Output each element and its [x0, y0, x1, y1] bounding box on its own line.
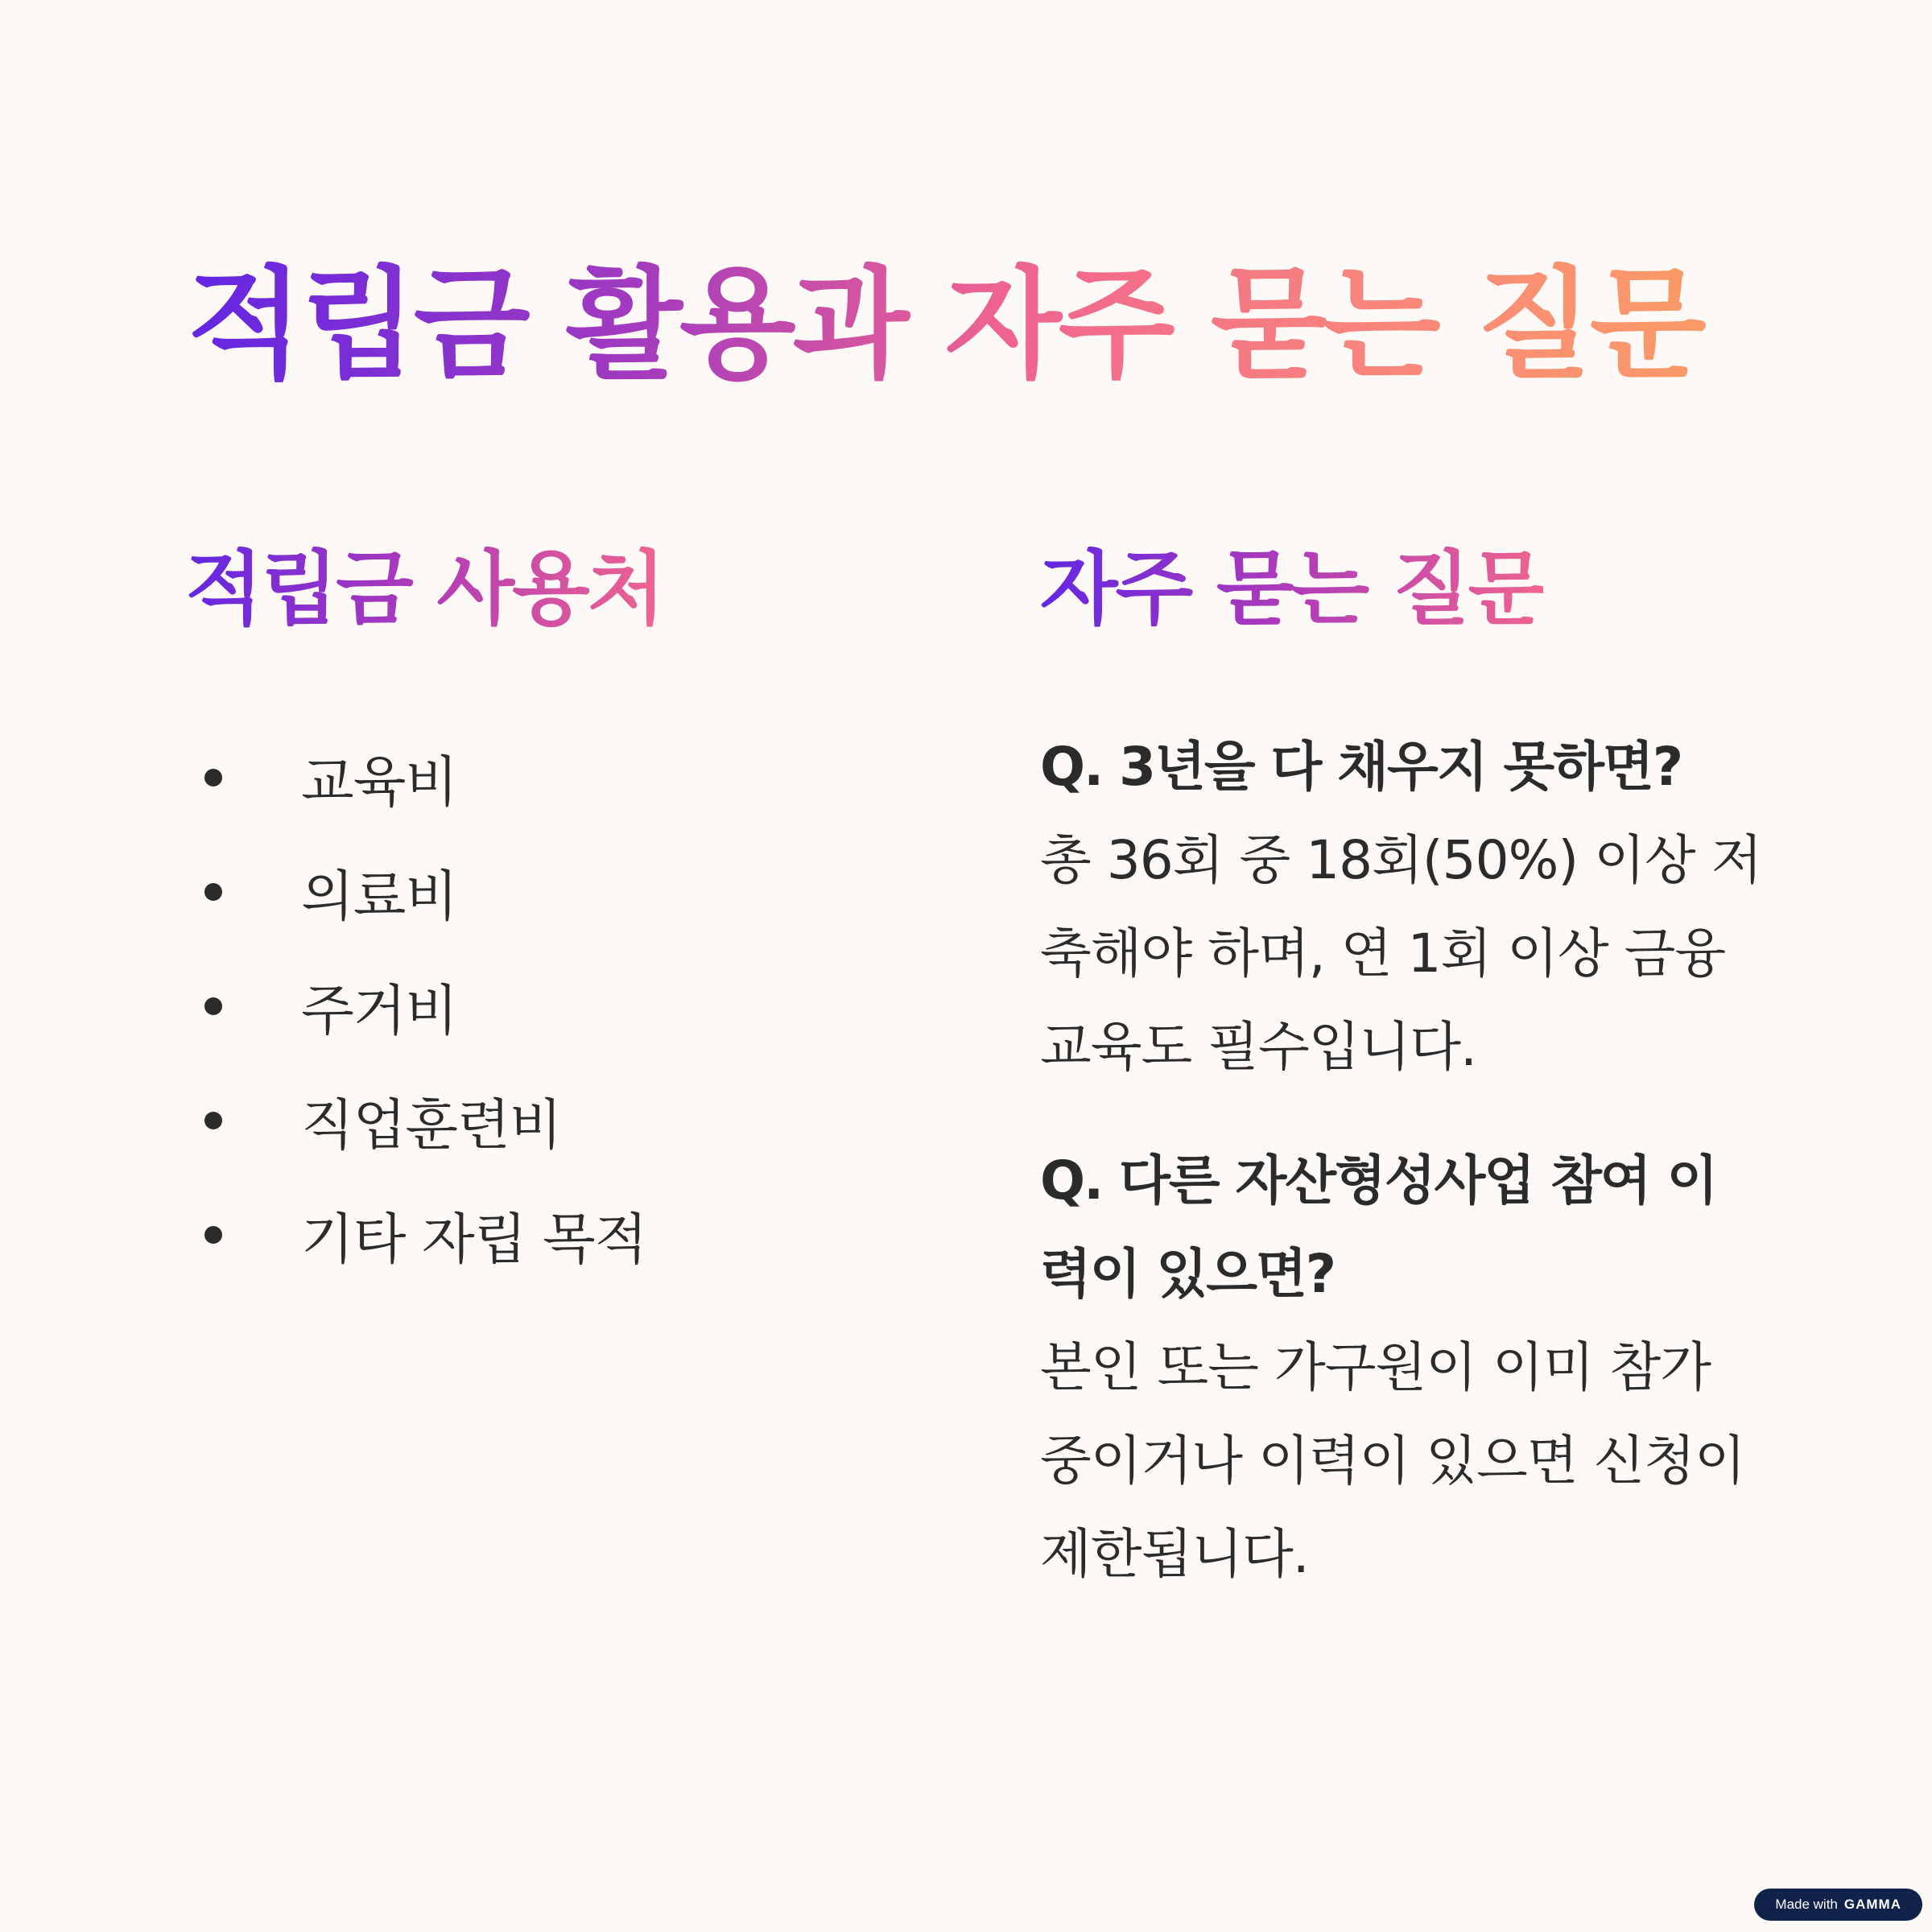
faq-item — [1040, 1134, 1765, 1601]
usage-list — [185, 720, 646, 1292]
faq-list — [1040, 720, 1765, 1601]
bullet-icon — [204, 883, 222, 901]
faq-question: Q. 다른 자산형성사업 참여 이력이 있으면? — [1040, 1150, 1717, 1305]
usage-item-label: 의료비 — [301, 865, 458, 929]
faq-question: Q. 3년을 다 채우지 못하면? — [1040, 736, 1682, 798]
usage-item-education — [185, 720, 646, 835]
usage-item-label: 직업훈련비 — [301, 1093, 562, 1158]
usage-item-other — [185, 1178, 646, 1292]
usage-item-label: 기타 자립 목적 — [301, 1208, 647, 1272]
bullet-icon — [204, 1112, 222, 1129]
bullet-icon — [204, 769, 222, 786]
usage-heading: 적립금 사용처 — [185, 542, 663, 636]
usage-item-label: 주거비 — [301, 979, 458, 1043]
faq-answer: 총 36회 중 18회(50%) 이상 저축해야 하며, 연 1회 이상 금융교육도 필수입니다. — [1040, 829, 1762, 1078]
made-with-gamma-badge[interactable] — [1754, 1889, 1922, 1921]
faq-heading: 자주 묻는 질문 — [1040, 542, 1544, 636]
bullet-icon — [204, 997, 222, 1015]
gamma-logo: GAMMA — [1843, 1897, 1901, 1912]
page-title: 적립금 활용과 자주 묻는 질문 — [187, 256, 1765, 395]
faq-answer: 본인 또는 가구원이 이미 참가 중이거나 이력이 있으면 신청이 제한됩니다. — [1040, 1336, 1745, 1585]
usage-item-label: 교육비 — [301, 750, 458, 815]
bullet-icon — [204, 1226, 222, 1244]
usage-item-vocational-training — [185, 1063, 646, 1178]
usage-item-housing — [185, 949, 646, 1063]
badge-prefix: Made with — [1775, 1897, 1838, 1912]
faq-item — [1040, 720, 1765, 1094]
usage-item-medical — [185, 835, 646, 949]
